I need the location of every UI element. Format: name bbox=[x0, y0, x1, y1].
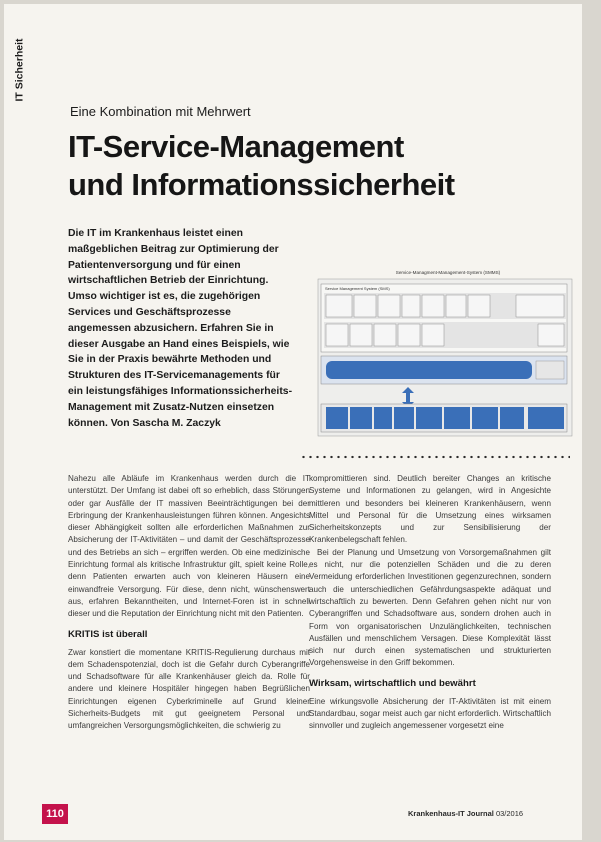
footer bbox=[408, 809, 523, 818]
subheading-kritis: KRITIS ist überall bbox=[68, 628, 148, 640]
subheading-wirksam: Wirksam, wirtschaftlich und bewährt bbox=[309, 677, 476, 689]
bottom-block-4 bbox=[394, 407, 414, 429]
sms-title: Service Management System (SMS) bbox=[325, 286, 390, 291]
dotted-divider bbox=[300, 455, 570, 459]
magazine-page bbox=[4, 4, 582, 840]
title-line-2: und Informationssicherheit bbox=[68, 167, 455, 202]
sms-process-7 bbox=[468, 295, 490, 317]
left-paragraph-2: Zwar konstiert die momentane KRITIS-Regulierung durchaus mit dem Schadenspotenzial, doch ist die Gefahr durch Cyberangriffe und Schadsoftware für alle Krankenhäuser gleich da. Rolle für andere und kleinere Hospitäler hingegen haben Begrüßlichen Einrichtungen eigenen Cyberkriminelle auf Grund kleiner Sicherheits-Budgets mit gut geeignetem Personal und umfangreichen Versorgungsmöglichkeiten, die schwierig zu bbox=[68, 647, 310, 731]
right-paragraph-3: Eine wirkungsvolle Absicherung der IT-Aktivitäten ist mit einem Standardbau, sogar meist auch gar nicht erforderlich. Wirtschaftlich sinnvoller und zugleich angemessener vorgesetzt eine bbox=[309, 696, 551, 731]
page-number: 110 bbox=[42, 804, 68, 824]
sms-process-10 bbox=[350, 324, 372, 346]
sms-process-3 bbox=[378, 295, 400, 317]
left-paragraph-1: Nahezu alle Abläufe im Krankenhaus werden durch die IT unterstützt. Der Umfang ist dabei oft so erheblich, dass Störungen oder gar Ausfälle der IT massiven Beeinträchtigungen bei der Erbringung der Krankenhausleistungen führen können. Angesichts dieser Abhängigkeit sollten alle erforderlichen Maßnahmen zur Absicherung der IT-Aktivitäten – und damit der Geschäftsprozesse und des Betriebs an sich – ergriffen werden. Ob eine medizinische Einrichtung formal als kritische Infrastruktur gilt, spielt keine Rolle, denn Patienten erwarten auch von kleineren Häusern eine einwandfreie Versorgung. Für diese, denn nicht, wünschenswert aus, erfahren Bekanntheiten, und Internet-Foren ist in schnell dieser und die Reputation der Einrichtung nicht mit den Patienten. bbox=[68, 474, 310, 619]
smms-diagram bbox=[316, 266, 574, 440]
bottom-block-6 bbox=[444, 407, 470, 429]
section-label-text: IT Sicherheit bbox=[13, 38, 26, 102]
right-paragraph-2: Bei der Planung und Umsetzung von Vorsorgemaßnahmen gilt es nicht, nur die potenziellen Schäden und die zu deren Vermeidung erforderlichen Investitionen gegenzurechnen, sondern auch die unterschiedlichen Gefährdungsaspekte adäquat und wirtschaftlich zu bewerten. Denn Gefahren gehen nicht nur von Cyberangriffen und Schadsoftware aus, sondern drohen auch in Form von organisatorischen Unzulänglichkeiten, technischen Ausfällen und menschlichem Versagen. Diese Komplexität lässt sich nur durch einen systematischen und strukturierten Vorgehensweise in den Griff bekommen. bbox=[309, 547, 551, 668]
diagram-title: Service-Managment-Management-System (SMMS) bbox=[395, 270, 501, 275]
sms-process-14 bbox=[538, 324, 564, 346]
article-title bbox=[68, 128, 455, 204]
sms-process-4 bbox=[402, 295, 420, 317]
title-line-1: IT-Service-Management bbox=[68, 129, 404, 164]
footer-magazine: Krankenhaus-IT Journal bbox=[408, 809, 494, 818]
sms-process-6 bbox=[446, 295, 466, 317]
left-column bbox=[68, 473, 310, 733]
section-label bbox=[13, 34, 34, 114]
footer-issue: 03/2016 bbox=[495, 809, 524, 818]
sms-process-5 bbox=[422, 295, 444, 317]
bottom-block-5 bbox=[416, 407, 442, 429]
kicker: Eine Kombination mit Mehrwert bbox=[70, 104, 251, 119]
right-column bbox=[309, 473, 551, 733]
bottom-block-2 bbox=[350, 407, 372, 429]
sms-process-2 bbox=[354, 295, 376, 317]
bottom-block-8 bbox=[500, 407, 524, 429]
right-paragraph-1: kompromittieren sind. Deutlich bereiter Changes an kritische Systeme und Informationen zu gelangen, wird in Angesichte mittleren und besonders bei kleineren Krankenhäusern, wenn Mittel und Personal für die Umsetzung eines wirksamen Sicherheitskonzepts und zur Sensibilisierung der Krankenbelegschaft fehlen. bbox=[309, 474, 551, 545]
isms-bar bbox=[326, 361, 532, 379]
bottom-block-9 bbox=[528, 407, 564, 429]
bottom-block-1 bbox=[326, 407, 348, 429]
sms-process-12 bbox=[398, 324, 420, 346]
sms-process-9 bbox=[326, 324, 348, 346]
sms-process-8 bbox=[516, 295, 564, 317]
sms-process-1 bbox=[326, 295, 352, 317]
bottom-block-7 bbox=[472, 407, 498, 429]
isms-side-box bbox=[536, 361, 564, 379]
sms-process-13 bbox=[422, 324, 444, 346]
bottom-block-3 bbox=[374, 407, 392, 429]
sms-process-11 bbox=[374, 324, 396, 346]
article-lead: Die IT im Krankenhaus leistet einen maßgeblichen Beitrag zur Optimierung der Patientenversorgung und für einen wirtschaftlichen Betrieb der Einrichtung. Umso wichtiger ist es, die zugehörigen Services und Geschäftsprozesse angemessen abzusichern. Erfahren Sie in dieser Ausgabe an Hand eines Beispiels, wie Sie in der Praxis bewährte Methoden und Strukturen des IT-Servicemanagements für ein leistungsfähiges Informationssicherheits-Management mit Zusatz-Nutzen einsetzen können. Von Sascha M. Zaczyk bbox=[68, 228, 293, 429]
